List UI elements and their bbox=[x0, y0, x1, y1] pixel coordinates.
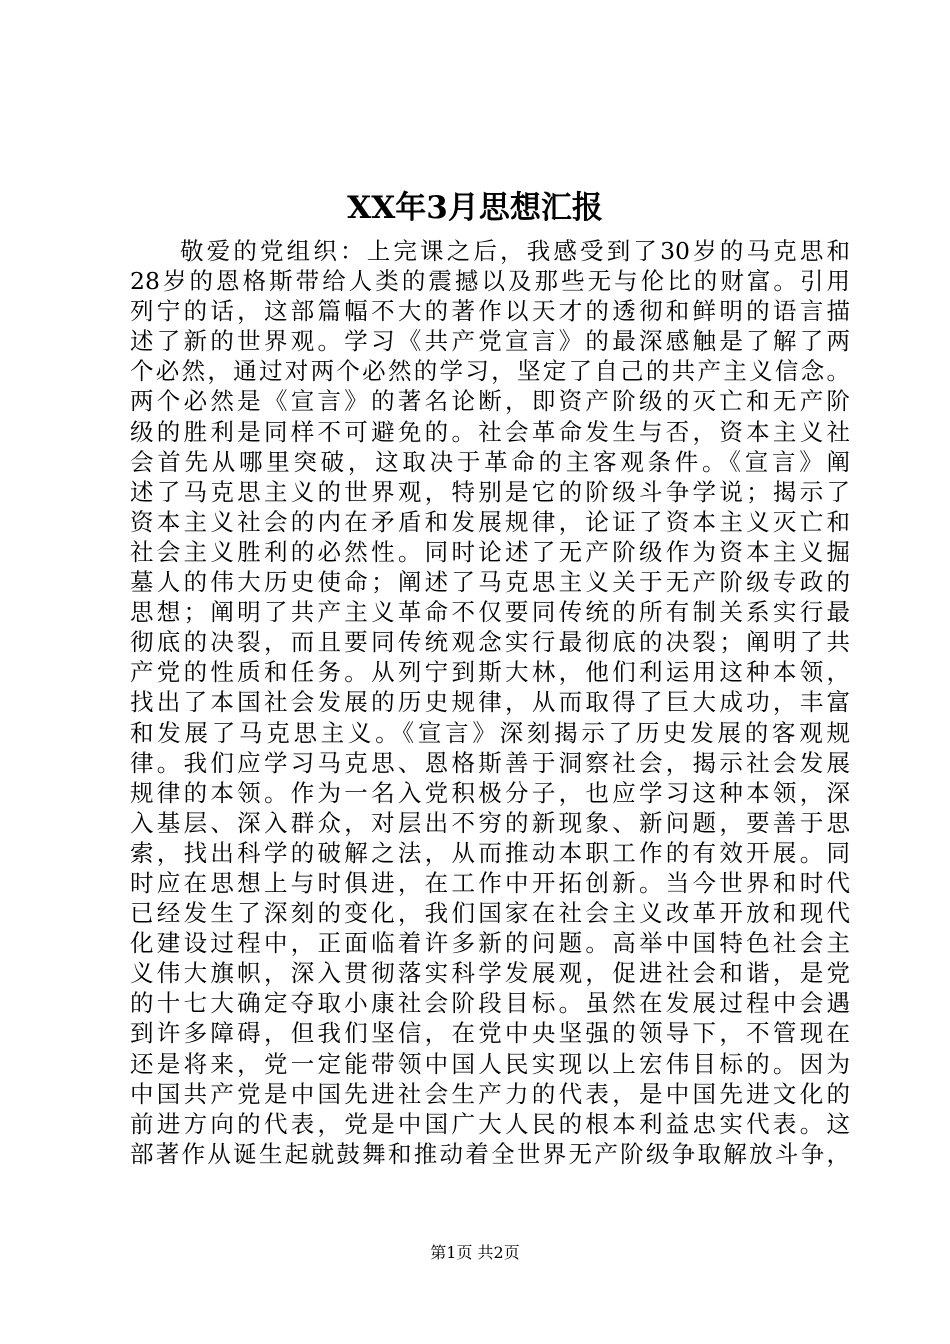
body-line: 彻底的决裂，而且要同传统观念实行最彻底的决裂；阐明了共 bbox=[130, 628, 850, 657]
body-line: 级的胜利是同样不可避免的。社会革命发生与否，资本主义社 bbox=[130, 417, 850, 446]
body-line: 个必然，通过对两个必然的学习，坚定了自己的共产主义信念。 bbox=[130, 357, 850, 386]
body-line: 已经发生了深刻的变化，我们国家在社会主义改革开放和现代 bbox=[130, 899, 850, 928]
body-line: 产党的性质和任务。从列宁到斯大林，他们利运用这种本领， bbox=[130, 658, 850, 687]
body-line: 前进方向的代表，党是中国广大人民的根本利益忠实代表。这 bbox=[130, 1109, 850, 1138]
body-line: 述了马克思主义的世界观，特别是它的阶级斗争学说；揭示了 bbox=[130, 477, 850, 506]
document-body bbox=[130, 236, 850, 1169]
body-line: 律。我们应学习马克思、恩格斯善于洞察社会，揭示社会发展 bbox=[130, 748, 850, 777]
body-line: 部著作从诞生起就鼓舞和推动着全世界无产阶级争取解放斗争， bbox=[130, 1139, 850, 1168]
body-line: 时应在思想上与时俱进，在工作中开拓创新。当今世界和时代 bbox=[130, 868, 850, 897]
body-line: 述了新的世界观。学习《共产党宣言》的最深感触是了解了两 bbox=[130, 327, 850, 356]
body-line: 规律的本领。作为一名入党积极分子，也应学习这种本领，深 bbox=[130, 778, 850, 807]
body-line: 中国共产党是中国先进社会生产力的代表，是中国先进文化的 bbox=[130, 1079, 850, 1108]
body-line: 敬爱的党组织：上完课之后，我感受到了30岁的马克思和 bbox=[180, 237, 850, 265]
body-line: 社会主义胜利的必然性。同时论述了无产阶级作为资本主义掘 bbox=[130, 537, 850, 566]
body-line: 找出了本国社会发展的历史规律，从而取得了巨大成功，丰富 bbox=[130, 688, 850, 717]
body-line: 墓人的伟大历史使命；阐述了马克思主义关于无产阶级专政的 bbox=[130, 568, 850, 597]
body-line: 义伟大旗帜，深入贯彻落实科学发展观，促进社会和谐，是党 bbox=[130, 959, 850, 988]
body-line: 索，找出科学的破解之法，从而推动本职工作的有效开展。同 bbox=[130, 838, 850, 867]
body-line: 化建设过程中，正面临着许多新的问题。高举中国特色社会主 bbox=[130, 929, 850, 958]
body-line: 和发展了马克思主义。《宣言》深刻揭示了历史发展的客观规 bbox=[130, 718, 850, 747]
document-title: XX年3月思想汇报 bbox=[347, 190, 603, 226]
body-line: 两个必然是《宣言》的著名论断，即资产阶级的灭亡和无产阶 bbox=[130, 387, 850, 416]
body-line: 资本主义社会的内在矛盾和发展规律，论证了资本主义灭亡和 bbox=[130, 507, 850, 536]
body-line: 到许多障碍，但我们坚信，在党中央坚强的领导下，不管现在 bbox=[130, 1019, 850, 1048]
body-line: 思想；阐明了共产主义革命不仅要同传统的所有制关系实行最 bbox=[130, 598, 850, 627]
body-line: 会首先从哪里突破，这取决于革命的主客观条件。《宣言》阐 bbox=[130, 447, 850, 476]
body-line: 28岁的恩格斯带给人类的震撼以及那些无与伦比的财富。引用 bbox=[130, 267, 850, 296]
body-line: 入基层、深入群众，对层出不穷的新现象、新问题，要善于思 bbox=[130, 808, 850, 837]
body-line: 还是将来，党一定能带领中国人民实现以上宏伟目标的。因为 bbox=[130, 1049, 850, 1078]
page-number-footer: 第1页 共2页 bbox=[430, 1243, 520, 1262]
body-line: 的十七大确定夺取小康社会阶段目标。虽然在发展过程中会遇 bbox=[130, 989, 850, 1018]
body-line: 列宁的话，这部篇幅不大的著作以天才的透彻和鲜明的语言描 bbox=[130, 297, 850, 326]
